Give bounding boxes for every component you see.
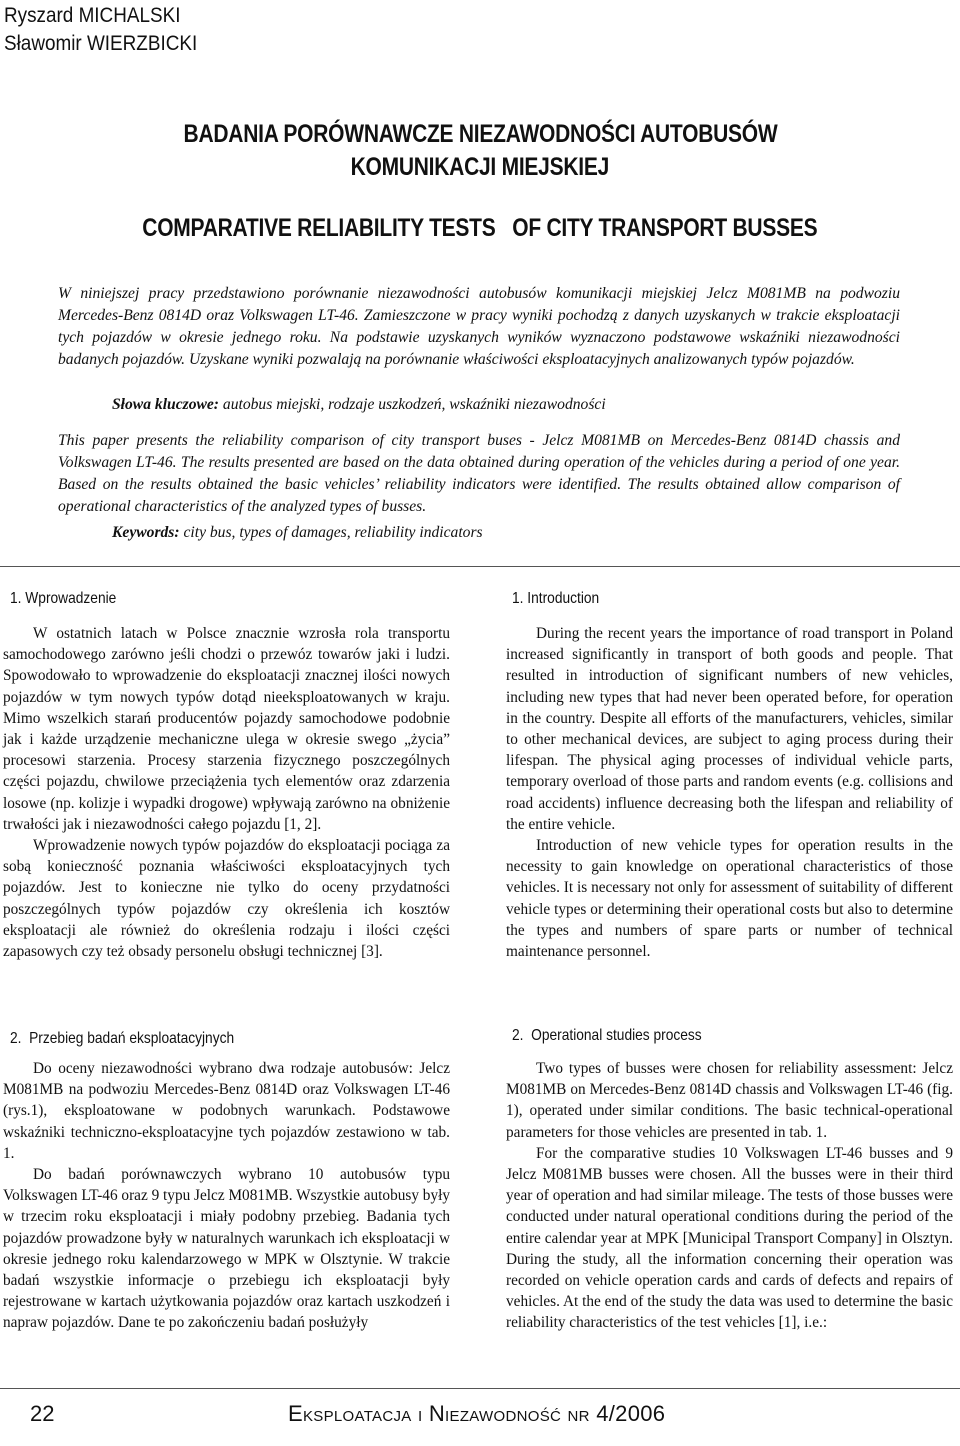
right-paragraph-2: Introduction of new vehicle types for operation results in the necessity to gain knowledge on operational characteristics of those vehicles. It is necessary not only for assessment of suitability of different vehicle types or determining their operational costs but also to determine the types and numbers of spare parts or number of technical maintenance personnel.	[506, 837, 953, 961]
keywords-en	[112, 522, 483, 544]
keywords-pl	[112, 394, 606, 416]
heading-operational-studies: 2. Operational studies process	[512, 1027, 702, 1044]
right-section-2	[506, 1058, 953, 1334]
left-section-2	[3, 1058, 450, 1334]
page-number: 22	[30, 1401, 55, 1426]
separator-top	[0, 566, 960, 567]
separator-bottom	[0, 1388, 960, 1389]
right-section-1	[506, 623, 953, 962]
abstract-pl: W niniejszej pracy przedstawiono porównanie niezawodności autobusów komunikacji miejskiej Jelcz M081MB na podwoziu Mercedes-Benz 0814D oraz Volkswagen LT-46. Zamieszczone w pracy wyniki pochodzą z danych uzyskanych w trakcie eksploatacji tych pojazdów w okresie jednego roku. Na podstawie uzyskanych wyników wyznaczono podstawowe wskaźniki niezawodności badanych pojazdów. Uzyskane wyniki pozwalają na porównanie właściwości eksploatacyjnych analizowanych typów pojazdów.	[58, 285, 900, 368]
authors	[4, 2, 197, 58]
title-en: COMPARATIVE RELIABILITY TESTS OF CITY TRANSPORT BUSSES	[142, 214, 818, 242]
title-pl-line-2: KOMUNIKACJI MIEJSKIEJ	[350, 153, 610, 181]
right-paragraph-4: For the comparative studies 10 Volkswagen LT-46 busses and 9 Jelcz M081MB busses were chosen. All the busses were in their third year of operation and had similar mileage. The tests of those busses were conducted under natural operational conditions during the period of the entire calendar year at MPK [Municipal Transport Company] in Olsztyn. During the study, all the information concerning their operation was recorded on vehicle operation cards and cards of defects and repairs of vehicles. At the end of the study the data was used to determine the basic reliability characteristics of the test vehicles [1], i.e.:	[506, 1144, 954, 1332]
left-paragraph-1: W ostatnich latach w Polsce znacznie wzrosła rola transportu samochodowego zarówno jeśli chodzi o przewóz towarów jaki i ludzi. Spowodowało to wprowadzenie do eksploatacji znacznej ilości nowych pojazdów w tym nowych typów dotąd nieeksploatowanych w kraju. Mimo wszelkich starań producentów pojazdy samochodowe podobnie jak i każde urządzenie mechaniczne ulega w okresie swego „życia” procesowi starzenia. Procesy starzenia fizycznego poszczególnych części pojazdu, chwilowe przeciążenia tych elementów oraz zdarzenia losowe (np. kolizje i wypadki drogowe) wpływają zarówno na obniżenie trwałości jak i niezawodności całego pojazdu [1, 2].	[3, 625, 450, 833]
left-section-1	[3, 623, 450, 962]
keywords-pl-label: Słowa kluczowe:	[112, 396, 220, 413]
left-paragraph-2: Wprowadzenie nowych typów pojazdów do eksploatacji pociąga za sobą konieczność poznania właściwości eksploatacyjnych tych pojazdów. Jest to konieczne nie tylko do oceny przydatności poszczególnych typów pojazdów czy określenia ich kosztów eksploatacji ale również do określenia rodzaju i ilości części zapasowych czy też obsady personelu obsługi technicznej [3].	[3, 837, 450, 961]
left-paragraph-4: Do badań porównawczych wybrano 10 autobusów typu Volkswagen LT-46 oraz 9 typu Jelcz M081MB. Wszystkie autobusy były w trzecim roku eksploatacji i miały podobny przebieg. Badania tych pojazdów prowadzone były w naturalnych warunkach ich eksploatacji w okresie jednego roku kalendarzowego w MPK w Olsztynie. W trakcie badań wszystkie informacje o przebiegu ich eksploatacji były rejestrowane w kartach użytkowania pojazdów oraz kartach uszkodzeń i napraw pojazdów. Dane te po zakończeniu badań posłużyły	[3, 1166, 450, 1332]
heading-introduction: 1. Introduction	[512, 590, 600, 607]
abstract-en: This paper presents the reliability comparison of city transport buses - Jelcz M081MB on Mercedes-Benz 0814D chassis and Volkswagen LT-46. The results presented are based on the data obtained during operation of the vehicles during a period of one year. Based on the results obtained the basic vehicles’ reliability indicators were identified. The results obtained allow comparison of operational characteristics of the analyzed types of busses.	[58, 432, 900, 515]
title-pl-line-1: BADANIA PORÓWNAWCZE NIEZAWODNOŚCI AUTOBUSÓW	[183, 120, 777, 148]
heading-wprowadzenie: 1. Wprowadzenie	[10, 590, 117, 607]
author-2: Sławomir WIERZBICKI	[4, 32, 198, 55]
author-1: Ryszard MICHALSKI	[4, 4, 181, 27]
right-paragraph-3: Two types of busses were chosen for reliability assessment: Jelcz M081MB on Mercedes-Benz 0814D chassis and Volkswagen LT-46 (fig. 1), operated under similar conditions. The basic technical-operational parameters for those vehicles are presented in tab. 1.	[506, 1060, 953, 1141]
keywords-en-text: city bus, types of damages, reliability indicators	[179, 524, 483, 541]
keywords-en-label: Keywords:	[112, 524, 180, 541]
journal-name: Eksploatacja i Niezawodność nr 4/2006	[288, 1401, 666, 1426]
keywords-pl-text: autobus miejski, rodzaje uszkodzeń, wskaźniki niezawodności	[219, 396, 606, 413]
left-paragraph-3: Do oceny niezawodności wybrano dwa rodzaje autobusów: Jelcz M081MB na podwoziu Mercedes-Benz 0814D oraz Volkswagen LT-46 (rys.1), eksploatowane w podobnych warunkach. Podstawowe wskaźniki techniczno-eksploatacyjne tych pojazdów zestawiono w tab. 1.	[3, 1060, 450, 1162]
right-paragraph-1: During the recent years the importance of road transport in Poland increased significantly in transport of both goods and people. That resulted in introduction of significant numbers of new vehicles, including new types that had never been operated before, for operation in the country. Despite all efforts of the manufacturers, vehicles, similar to other mechanical devices, are subject to aging process during their lifespan. The physical aging processes of individual vehicle parts, temporary overload of those parts and random events (e.g. collisions and road accidents) influence decreasing both the lifespan and reliability of the entire vehicle.	[506, 625, 953, 833]
heading-przebieg-badan: 2. Przebieg badań eksploatacyjnych	[10, 1030, 235, 1047]
